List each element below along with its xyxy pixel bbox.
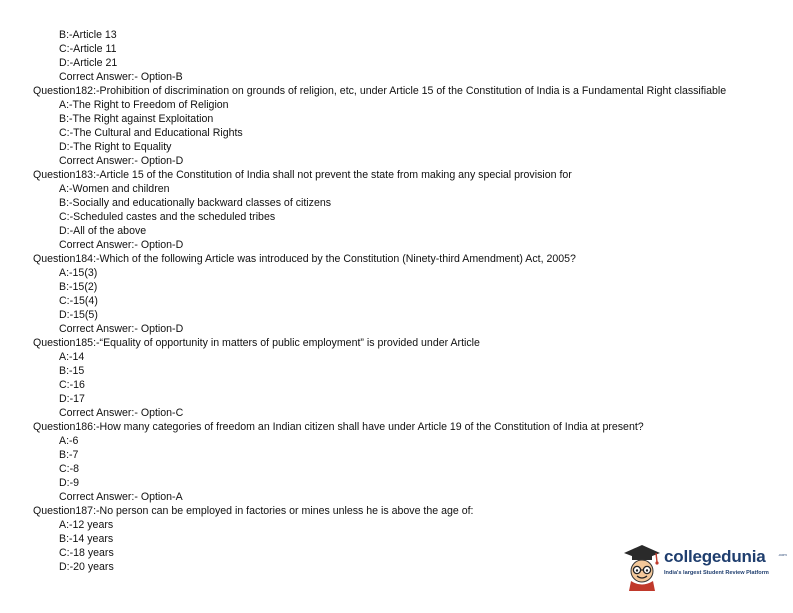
option-text: D:-20 years [59, 561, 114, 573]
question-text: Question183:-Article 15 of the Constitution of India shall not prevent the state from making any special provision for [33, 169, 572, 181]
option-text: Correct Answer:- Option-D [59, 239, 184, 251]
option-text: Correct Answer:- Option-C [59, 407, 184, 419]
option-text: B:-The Right against Exploitation [59, 113, 214, 125]
option-text: B:-Socially and educationally backward classes of citizens [59, 197, 332, 209]
option-text: A:-14 [59, 351, 85, 363]
option-text: A:-Women and children [59, 183, 170, 195]
option-text: C:-The Cultural and Educational Rights [59, 127, 243, 139]
option-text: B:-14 years [59, 533, 114, 545]
option-text: D:-15(5) [59, 309, 98, 321]
option-text: B:-15 [59, 365, 85, 377]
option-text: A:-12 years [59, 519, 114, 531]
option-text: Correct Answer:- Option-A [59, 491, 183, 503]
option-text: B:-15(2) [59, 281, 98, 293]
option-text: Correct Answer:- Option-D [59, 323, 184, 335]
student-mascot-icon [620, 541, 664, 591]
question-text: Question185:-“Equality of opportunity in matters of public employment” is provided under Article [33, 337, 480, 349]
brand-suffix: .com [778, 552, 787, 557]
option-text: B:-Article 13 [59, 29, 117, 41]
option-text: C:-Scheduled castes and the scheduled tribes [59, 211, 276, 223]
brand-name: collegedunia [664, 547, 766, 566]
question-text: Question182:-Prohibition of discrimination on grounds of religion, etc, under Article 15 of the Constitution of India is a Fundamental Right classifiable [33, 85, 727, 97]
option-text: D:-9 [59, 477, 80, 489]
option-text: A:-The Right to Freedom of Religion [59, 99, 229, 111]
option-text: D:-Article 21 [59, 57, 118, 69]
option-text: C:-18 years [59, 547, 114, 559]
option-text: Correct Answer:- Option-D [59, 155, 184, 167]
option-text: A:-6 [59, 435, 79, 447]
option-text: C:-8 [59, 463, 80, 475]
brand-tagline: India's largest Student Review Platform [664, 570, 769, 576]
question-text: Question187:-No person can be employed in factories or mines unless he is above the age of: [33, 505, 474, 517]
option-text: D:-17 [59, 393, 85, 405]
option-text: Correct Answer:- Option-B [59, 71, 183, 83]
option-text: D:-The Right to Equality [59, 141, 172, 153]
question-text: Question184:-Which of the following Article was introduced by the Constitution (Ninety-third Amendment) Act, 2005? [33, 253, 576, 265]
option-text: C:-15(4) [59, 295, 98, 307]
option-text: A:-15(3) [59, 267, 98, 279]
question-text: Question186:-How many categories of freedom an Indian citizen shall have under Article 19 of the Constitution of India at present? [33, 421, 644, 433]
collegedunia-logo [620, 541, 790, 591]
option-text: C:-Article 11 [59, 43, 117, 55]
option-text: D:-All of the above [59, 225, 147, 237]
option-text: B:-7 [59, 449, 79, 461]
option-text: C:-16 [59, 379, 85, 391]
